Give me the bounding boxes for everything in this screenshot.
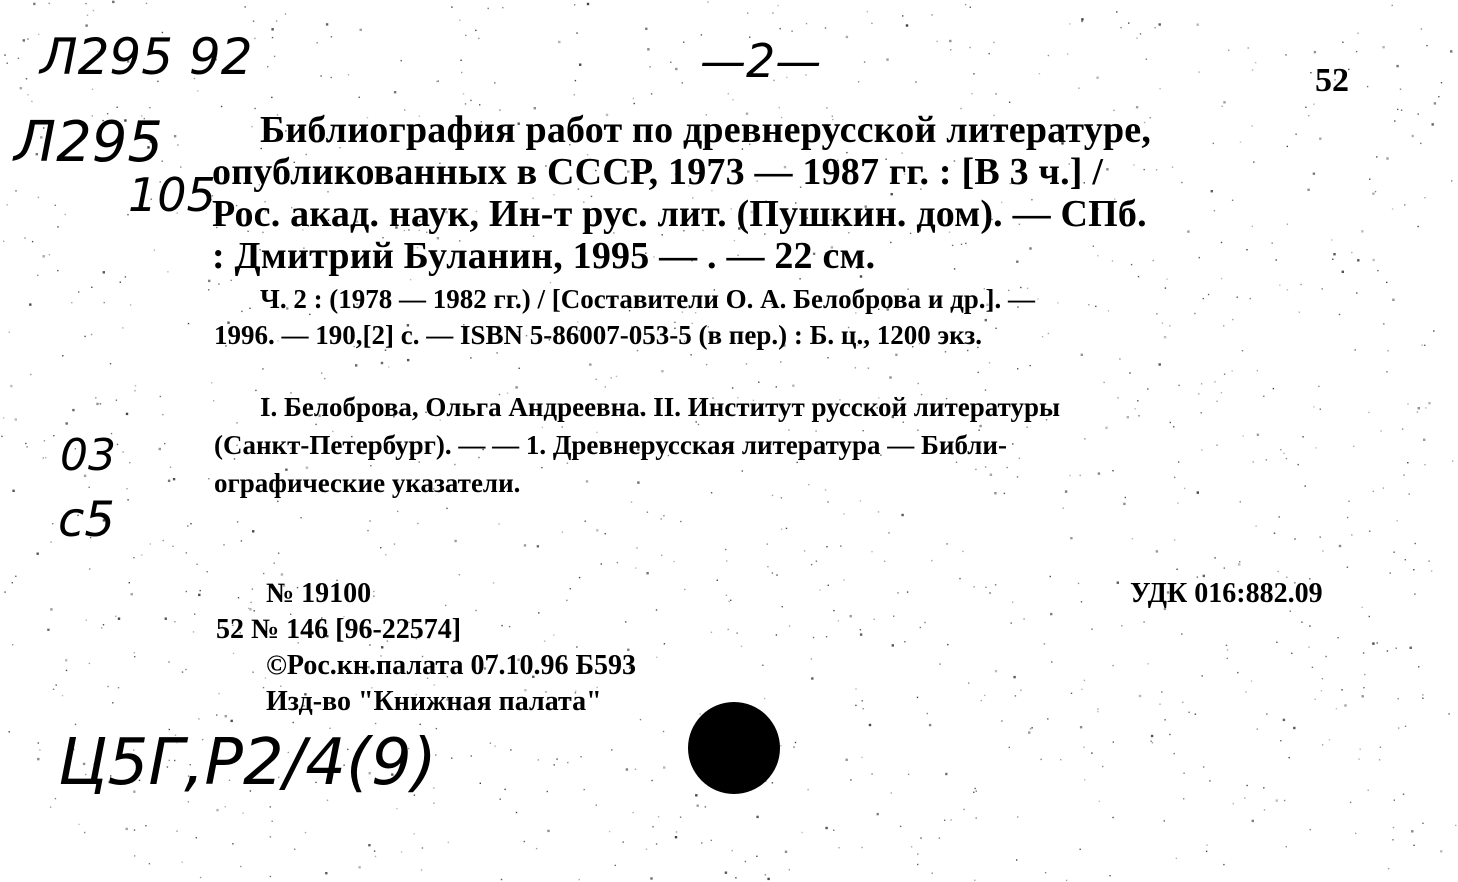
handwritten-top-left: Л295 92 <box>40 28 253 86</box>
handwritten-shelf-sub: 105 <box>128 168 216 222</box>
handwritten-side-note-1: 03 <box>60 430 116 481</box>
entry-line-3: Рос. акад. наук, Ин-т рус. лит. (Пушкин. дом). — СПб. <box>212 193 1147 235</box>
part-line-1: Ч. 2 : (1978 — 1982 гг.) / [Составители О. А. Белоброва и др.]. — <box>260 284 1036 314</box>
footer-number-1: № 19100 <box>266 578 372 609</box>
handwritten-bottom: Ц5Г,Р2/4(9) <box>58 726 437 800</box>
entry-line-2: опубликованных в СССР, 1973 — 1987 гг. : [В 3 ч.] / <box>212 151 1104 193</box>
handwritten-shelf-mark: Л295 <box>14 110 163 175</box>
udk-code: УДК 016:882.09 <box>1130 578 1323 609</box>
handwritten-top-dash: —2— <box>700 34 822 88</box>
part-line-2: 1996. — 190,[2] с. — ISBN 5-86007-053-5 (в пер.) : Б. ц., 1200 экз. <box>214 320 982 350</box>
entry-line-4: : Дмитрий Буланин, 1995 — . — 22 см. <box>212 235 876 277</box>
footer-publisher: Изд-во "Книжная палата" <box>266 686 602 717</box>
footer-number-2: 52 № 146 [96-22574] <box>216 614 462 645</box>
tracing-line-3: ографические указатели. <box>214 468 521 498</box>
page-number: 52 <box>1315 62 1349 99</box>
entry-line-1: Библиография работ по древнерусской литературе, <box>260 109 1152 151</box>
tracing-line-1: I. Белоброва, Ольга Андреевна. II. Институт русской литературы <box>260 392 1061 422</box>
card-punch-hole <box>688 702 780 794</box>
handwritten-side-note-2: c5 <box>58 492 115 548</box>
tracing-line-2: (Санкт-Петербург). — — 1. Древнерусская литература — Библи- <box>214 430 1007 460</box>
footer-copyright: ©Рос.кн.палата 07.10.96 Б593 <box>266 650 636 681</box>
